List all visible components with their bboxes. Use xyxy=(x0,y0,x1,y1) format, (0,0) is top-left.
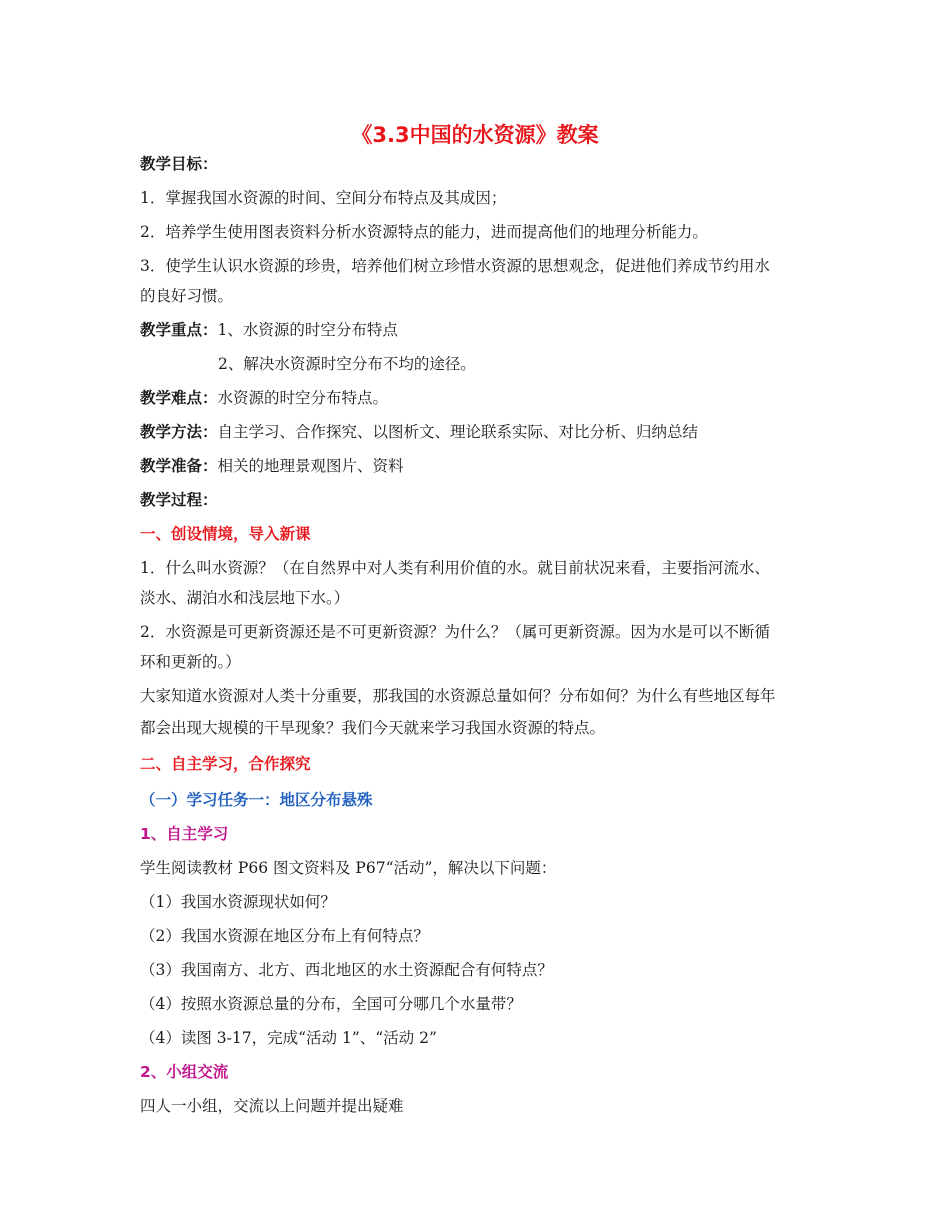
goal-3-line-1: 3．使学生认识水资源的珍贵，培养他们树立珍惜水资源的思想观念，促进他们养成节约用水 xyxy=(140,257,770,275)
key-points-row xyxy=(140,319,820,341)
prep-text: 相关的地理景观图片、资料 xyxy=(217,457,404,475)
sub-2-heading: 2、小组交流 xyxy=(140,1063,229,1081)
question-3: （3）我国南方、北方、西北地区的水土资源配合有何特点？ xyxy=(140,961,553,979)
methods-text: 自主学习、合作探究、以图析文、理论联系实际、对比分析、归纳总结 xyxy=(217,423,699,441)
goal-2: 2．培养学生使用图表资料分析水资源特点的能力，进而提高他们的地理分析能力。 xyxy=(140,223,708,241)
section-1-q2-line-2: 环和更新的。） xyxy=(140,653,241,671)
question-5: （4）读图 3-17，完成“活动 1”、“活动 2” xyxy=(140,1029,437,1047)
section-1-q2-line-1: 2．水资源是可更新资源还是不可更新资源？为什么？（属可更新资源。因为水是可以不断循 xyxy=(140,623,770,641)
section-2-heading: 二、自主学习，合作探究 xyxy=(140,755,311,773)
task-1-heading: （一）学习任务一：地区分布悬殊 xyxy=(140,791,373,809)
sub-1-heading: 1、自主学习 xyxy=(140,825,229,843)
question-4: （4）按照水资源总量的分布，全国可分哪几个水量带？ xyxy=(140,995,522,1013)
methods-row xyxy=(140,421,820,443)
goals-heading: 教学目标： xyxy=(140,155,218,173)
section-1-q1-line-1: 1．什么叫水资源？（在自然界中对人类有利用价值的水。就目前状况来看，主要指河流水、 xyxy=(140,559,770,577)
methods-label: 教学方法： xyxy=(140,423,218,441)
key-point-1: 1、水资源的时空分布特点 xyxy=(217,321,398,339)
group-text: 四人一小组，交流以上问题并提出疑难 xyxy=(140,1097,404,1115)
key-point-2: 2、解决水资源时空分布不均的途径。 xyxy=(218,355,476,373)
difficulty-text: 水资源的时空分布特点。 xyxy=(217,389,389,407)
section-1-para-line-2: 都会出现大规模的干旱现象？我们今天就来学习我国水资源的特点。 xyxy=(140,719,606,737)
prep-label: 教学准备： xyxy=(140,457,218,475)
process-heading: 教学过程： xyxy=(140,491,218,509)
section-1-para-line-1: 大家知道水资源对人类十分重要，那我国的水资源总量如何？分布如何？为什么有些地区每年 xyxy=(140,687,776,705)
goal-1: 1．掌握我国水资源的时间、空间分布特点及其成因； xyxy=(140,189,507,207)
goal-3-line-2: 的良好习惯。 xyxy=(140,287,234,305)
difficulty-row xyxy=(140,387,820,409)
document-title: 《3.3中国的水资源》教案 xyxy=(351,123,599,147)
question-2: （2）我国水资源在地区分布上有何特点？ xyxy=(140,927,429,945)
section-1-heading: 一、创设情境，导入新课 xyxy=(140,525,311,543)
question-1: （1）我国水资源现状如何？ xyxy=(140,893,336,911)
key-points-label: 教学重点： xyxy=(140,321,218,339)
difficulty-label: 教学难点： xyxy=(140,389,218,407)
task-intro: 学生阅读教材 P66 图文资料及 P67“活动”，解决以下问题： xyxy=(140,859,557,877)
section-1-q1-line-2: 淡水、湖泊水和浅层地下水。） xyxy=(140,589,350,607)
prep-row xyxy=(140,455,820,477)
